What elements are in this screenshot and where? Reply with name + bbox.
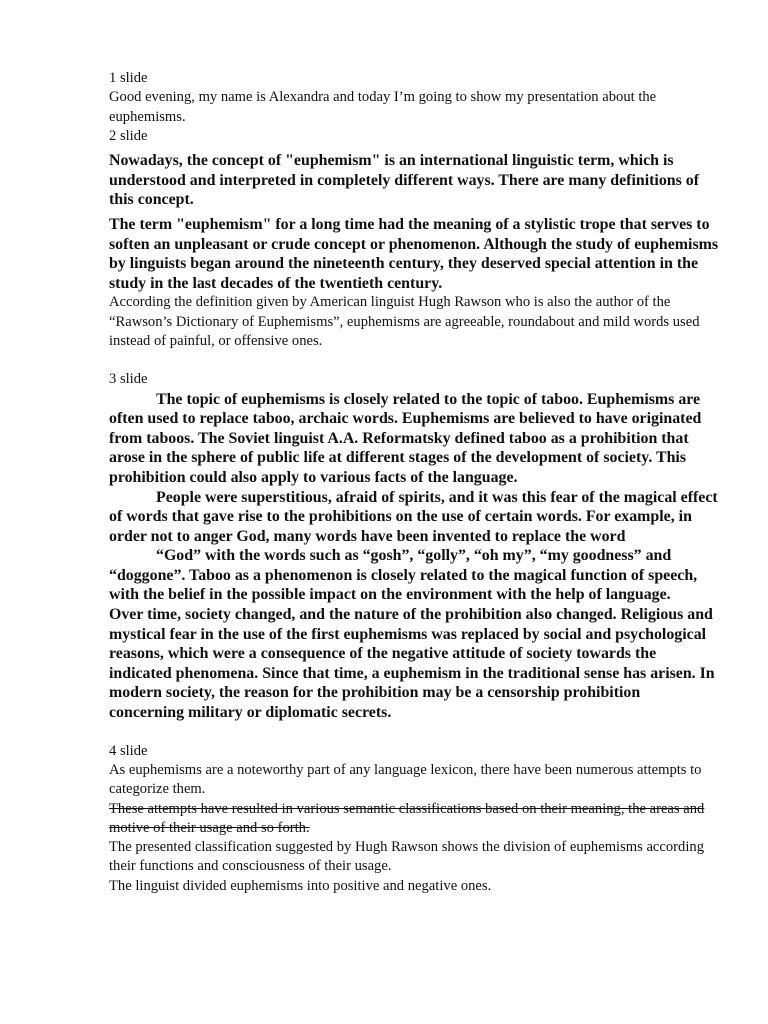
slide-1-label: 1 slide (109, 70, 148, 86)
slide-4-label: 4 slide (109, 742, 148, 759)
slide-3-paragraph-3: “God” with the words such as “gosh”, “golly”, “oh my”, “my goodness” and “doggone”. Taboo as a phenomenon is closely related to the magical function of speech, with the belief in the possible impact on the environment with the help of language. (109, 547, 698, 604)
slide-3-paragraph-1: The topic of euphemisms is closely related to the topic of taboo. Euphemisms are often used to replace taboo, archaic words. Euphemisms are believed to have originated from taboos. The Soviet linguist A.A. Reformatsky defined taboo as a prohibition that arose in the sphere of public life at different stages of the development of society. This prohibition could also apply to various facts of the language. (109, 390, 702, 486)
slide-3-paragraph-2: People were superstitious, afraid of spirits, and it was this fear of the magical effect of words that gave rise to the prohibitions on the use of certain words. For example, in order not to anger God, many words have been invented to replace the word (109, 488, 718, 545)
slide-1-text: Good evening, my name is Alexandra and today I’m going to show my presentation about the euphemisms. (109, 89, 657, 125)
slide-2-paragraph-1: Nowadays, the concept of "euphemism" is an international linguistic term, which is understood and interpreted in completely different ways. There are many definitions of this concept. (109, 152, 700, 209)
document-body (109, 69, 719, 896)
slide-4-paragraph-4: The linguist divided euphemisms into positive and negative ones. (109, 877, 492, 894)
slide-4-struck-paragraph: These attempts have resulted in various semantic classifications based on their meaning, the areas and motive of their usage and so forth. (109, 800, 705, 836)
slide-4-paragraph-3: The presented classification suggested by Hugh Rawson shows the division of euphemisms according their functions and consciousness of their usage. (109, 839, 704, 875)
slide-4-paragraph-1: As euphemisms are a noteworthy part of any language lexicon, there have been numerous attempts to categorize them. (109, 761, 702, 798)
slide-2-label: 2 slide (109, 127, 148, 144)
slide-3-paragraph-4: Over time, society changed, and the nature of the prohibition also changed. Religious and mystical fear in the use of the first euphemisms was replaced by social and psychological reasons, which were a consequence of the negative attitude of society towards the indicated phenomena. Since that time, a euphemism in the traditional sense has arisen. In modern society, the reason for the prohibition may be a censorship prohibition concerning military or diplomatic secrets. (109, 606, 715, 722)
slide-2-paragraph-2: The term "euphemism" for a long time had the meaning of a stylistic trope that serves to soften an unpleasant or crude concept or phenomenon. Although the study of euphemisms by linguists began around the nineteenth century, they deserved special attention in the study in the last decades of the twentieth century. (109, 215, 719, 292)
slide-2-paragraph-3: According the definition given by American linguist Hugh Rawson who is also the author of the “Rawson’s Dictionary of Euphemisms”, euphemisms are agreeable, roundabout and mild words used instead of painful, or offensive ones. (109, 294, 700, 349)
slide-3-label: 3 slide (109, 371, 148, 388)
